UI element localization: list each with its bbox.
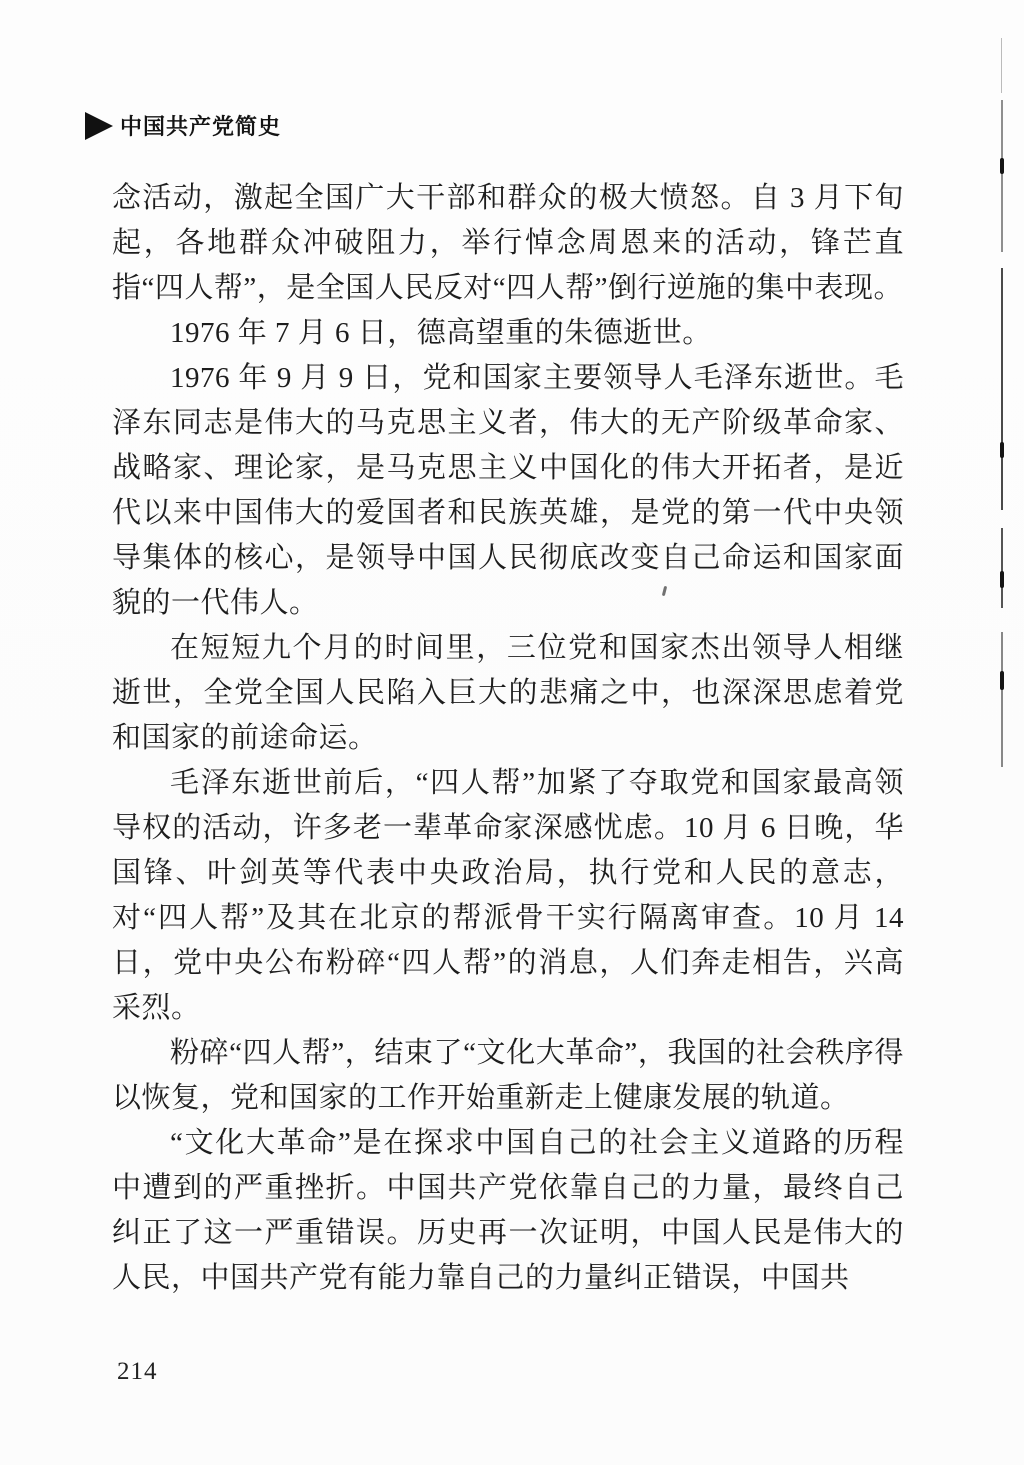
scan-artifact-line [1001,100,1003,252]
page-number: 214 [117,1358,158,1385]
body-paragraph: 念活动，激起全国广大干部和群众的极大愤怒。自 3 月下旬起，各地群众冲破阻力，举行悼念周恩来的活动，锋芒直指“四人帮”，是全国人民反对“四人帮”倒行逆施的集中表现。 [112,182,904,304]
body-text [112,176,904,1301]
body-paragraph: 在短短九个月的时间里，三位党和国家杰出领导人相继逝世，全党全国人民陷入巨大的悲痛之中，也深深思虑着党和国家的前途命运。 [112,632,904,754]
page-header [85,110,281,141]
book-title: 中国共产党简史 [120,114,282,139]
scan-artifact-blob [1000,158,1004,174]
right-triangle-icon [85,112,113,140]
scan-artifact-line [1001,528,1003,608]
body-paragraph: 1976 年 7 月 6 日，德高望重的朱德逝世。 [170,317,712,349]
scan-artifact-line [1001,38,1002,93]
scan-artifact-blob [1000,442,1004,458]
body-paragraph: 1976 年 9 月 9 日，党和国家主要领导人毛泽东逝世。毛泽东同志是伟大的马克思主义者，伟大的无产阶级革命家、战略家、理论家，是马克思主义中国化的伟大开拓者，是近代以来中国伟大的爱国者和民族英雄，是党的第一代中央领导集体的核心，是领导中国人民彻底改变自己命运和国家面貌的一代伟人。 [112,362,904,619]
body-paragraph: 粉碎“四人帮”，结束了“文化大革命”，我国的社会秩序得以恢复，党和国家的工作开始重新走上健康发展的轨道。 [112,1037,904,1114]
scan-artifact-line [1001,268,1003,510]
body-paragraph: “文化大革命”是在探求中国自己的社会主义道路的历程中遭到的严重挫折。中国共产党依靠自己的力量，最终自己纠正了这一严重错误。历史再一次证明，中国人民是伟大的人民，中国共产党有能力靠自己的力量纠正错误，中国共 [112,1127,904,1294]
body-paragraph: 毛泽东逝世前后，“四人帮”加紧了夺取党和国家最高领导权的活动，许多老一辈革命家深感忧虑。10 月 6 日晚，华国锋、叶剑英等代表中央政治局，执行党和人民的意志，对“四人帮”及其在北京的帮派骨干实行隔离审查。10 月 14 日，党中央公布粉碎“四人帮”的消息，人们奔走相告，兴高采烈。 [112,767,904,1024]
scan-artifact-line [1001,632,1003,767]
scan-artifact-blob [1000,671,1004,690]
scan-artifact-blob [1000,571,1004,588]
